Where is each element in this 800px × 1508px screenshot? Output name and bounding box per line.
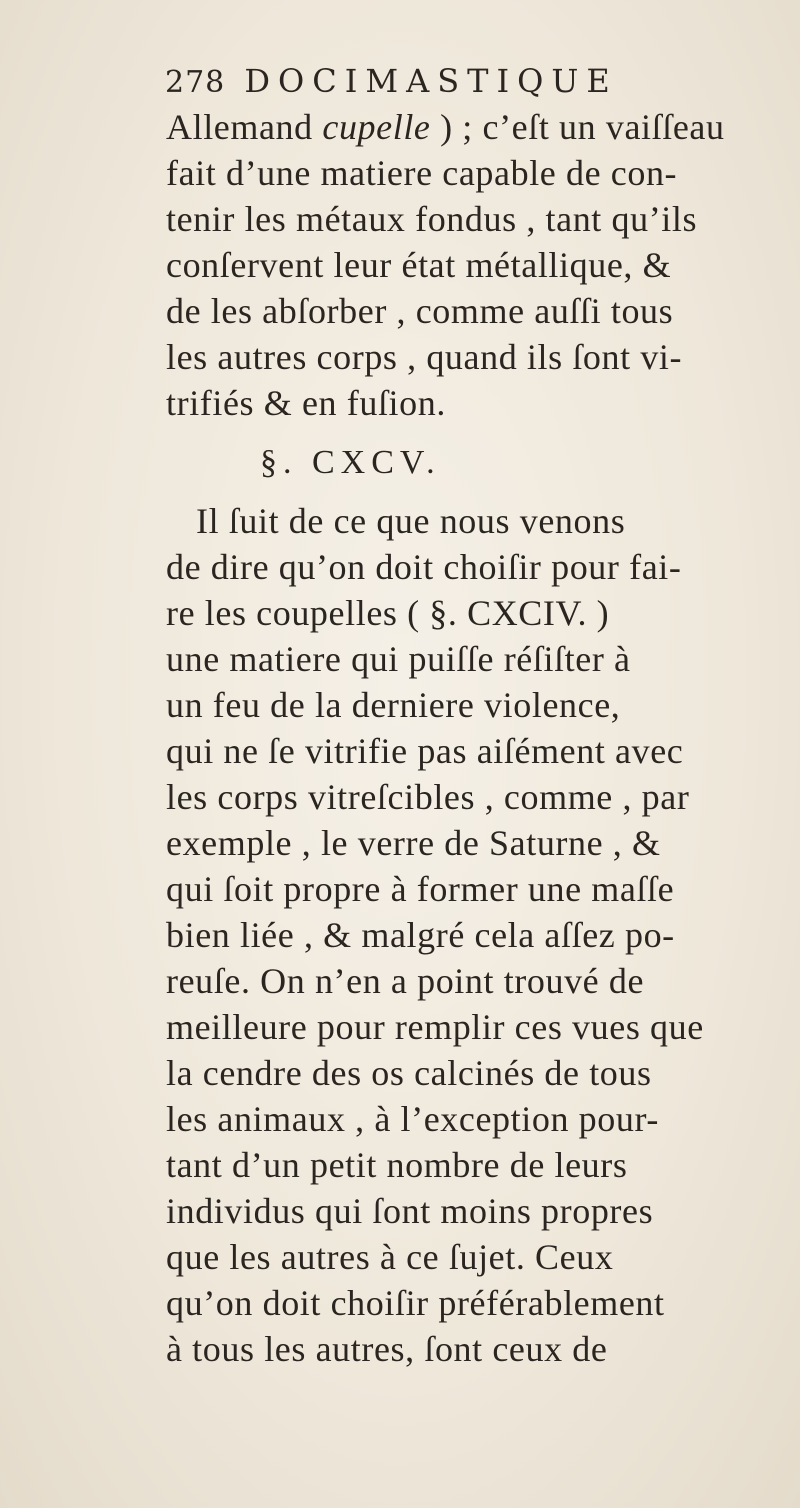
text-line: conſervent leur état métallique, & — [166, 245, 672, 285]
italic-term: cupelle — [322, 107, 431, 147]
text-line: que les autres à ce ſujet. Ceux — [166, 1237, 614, 1277]
text-line: reuſe. On n’en a point trouvé de — [166, 961, 645, 1001]
page-header — [165, 62, 618, 100]
text-line: tant d’un petit nombre de leurs — [166, 1145, 628, 1185]
text-line: les autres corps , quand ils ſont vi- — [166, 337, 683, 377]
text-line: bien liée , & malgré cela aſſez po- — [166, 915, 675, 955]
text-line — [166, 104, 786, 150]
body-text — [166, 104, 786, 1372]
text-line: les corps vitreſcibles , comme , par — [166, 777, 690, 817]
text-line: individus qui ſont moins propres — [166, 1191, 654, 1231]
text-line: qu’on doit choiſir préférablement — [166, 1283, 665, 1323]
text-line: re les coupelles ( §. CXCIV. ) — [166, 593, 610, 633]
text-fragment: Allemand — [166, 107, 323, 147]
text-line: meilleure pour remplir ces vues que — [166, 1007, 704, 1047]
text-line: la cendre des os calcinés de tous — [166, 1053, 652, 1093]
text-fragment: ) ; c’eſt un vaiſſeau — [430, 107, 725, 147]
section-heading: §. CXCV. — [260, 444, 441, 481]
text-line: de les abſorber , comme auſſi tous — [166, 291, 674, 331]
text-line: à tous les autres, ſont ceux de — [166, 1329, 608, 1369]
text-line: trifiés & en fuſion. — [166, 383, 446, 423]
text-line: qui ne ſe vitrifie pas aiſément avec — [166, 731, 684, 771]
text-line: Il ſuit de ce que nous venons — [196, 501, 626, 541]
text-line: une matiere qui puiſſe réſiſter à — [166, 639, 631, 679]
text-line: fait d’une matiere capable de con- — [166, 153, 678, 193]
text-line: tenir les métaux fondus , tant qu’ils — [166, 199, 698, 239]
text-line: de dire qu’on doit choiſir pour fai- — [166, 547, 682, 587]
text-line: exemple , le verre de Saturne , & — [166, 823, 661, 863]
text-line: qui ſoit propre à former une maſſe — [166, 869, 675, 909]
text-line: un feu de la derniere violence, — [166, 685, 621, 725]
page-number: 278 — [165, 65, 226, 100]
text-line: les animaux , à l’exception pour- — [166, 1099, 659, 1139]
running-head: DOCIMASTIQUE — [244, 62, 618, 100]
